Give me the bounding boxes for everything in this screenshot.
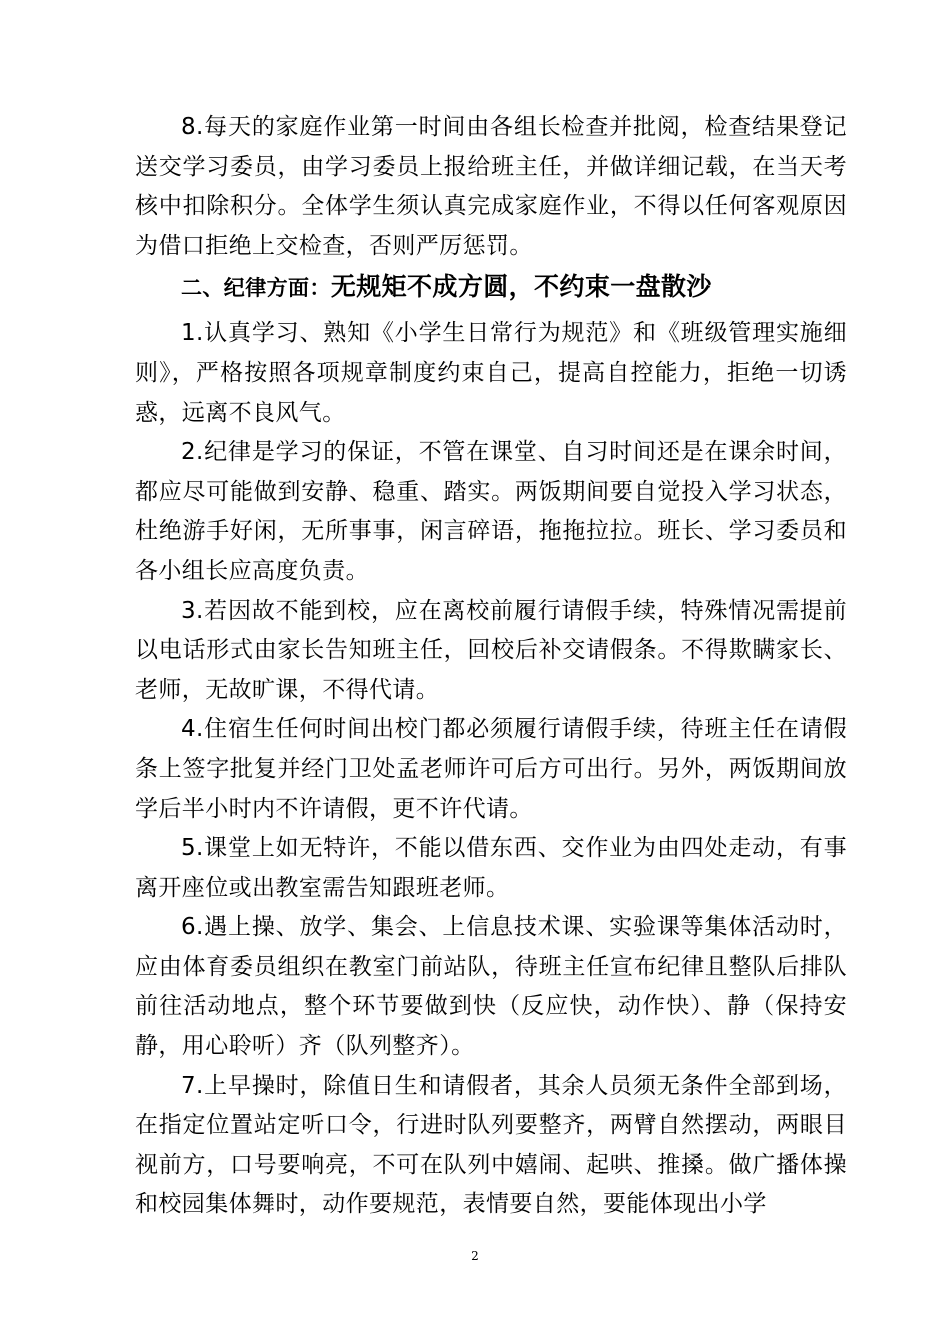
- page-number: 2: [471, 1249, 479, 1263]
- section-heading-lead: 二、纪律方面：: [181, 276, 331, 301]
- paragraph-discipline-5: 5.课堂上如无特许，不能以借东西、交作业为由四处走动，有事离开座位或出教室需告知跟班老师。: [135, 835, 847, 901]
- paragraph-discipline-6: 6.遇上操、放学、集会、上信息技术课、实验课等集体活动时，应由体育委员组织在教室门前站队，待班主任宣布纪律且整队后排队前往活动地点，整个环节要做到快（反应快，动作快）、静（保持安静，用心聆听）齐（队列整齐）。: [135, 914, 847, 1060]
- section-heading-motto: 无规矩不成方圆，不约束一盘散沙: [330, 272, 712, 302]
- paragraph-item-8: 8.每天的家庭作业第一时间由各组长检查并批阅，检查结果登记送交学习委员，由学习委员上报给班主任，并做详细记载，在当天考核中扣除积分。全体学生须认真完成家庭作业，不得以任何客观原因为借口拒绝上交检查，否则严厉惩罚。: [135, 114, 847, 259]
- paragraph-discipline-7: 7.上早操时，除值日生和请假者，其余人员须无条件全部到场，在指定位置站定听口令，行进时队列要整齐，两臂自然摆动，两眼目视前方，口号要响亮，不可在队列中嬉闹、起哄、推搡。做广播体操和校园集体舞时，动作要规范，表情要自然，要能体现出小学: [135, 1072, 847, 1218]
- paragraph-discipline-3: 3.若因故不能到校，应在离校前履行请假手续，特殊情况需提前以电话形式由家长告知班主任，回校后补交请假条。不得欺瞒家长、老师，无故旷课，不得代请。: [135, 597, 847, 703]
- document-body: [135, 108, 847, 1225]
- paragraph-discipline-2: 2.纪律是学习的保证，不管在课堂、自习时间还是在课余时间，都应尽可能做到安静、稳重、踏实。两饭期间要自觉投入学习状态，杜绝游手好闲，无所事事，闲言碎语，拖拖拉拉。班长、学习委员和各小组长应高度负责。: [135, 439, 847, 584]
- section-heading-discipline: [135, 267, 847, 311]
- paragraph-discipline-4: 4.住宿生任何时间出校门都必须履行请假手续，待班主任在请假条上签字批复并经门卫处孟老师许可后方可出行。另外，两饭期间放学后半小时内不许请假，更不许代请。: [135, 716, 847, 822]
- paragraph-discipline-1: 1.认真学习、熟知《小学生日常行为规范》和《班级管理实施细则》，严格按照各项规章制度约束自己，提高自控能力，拒绝一切诱惑，远离不良风气。: [135, 320, 847, 426]
